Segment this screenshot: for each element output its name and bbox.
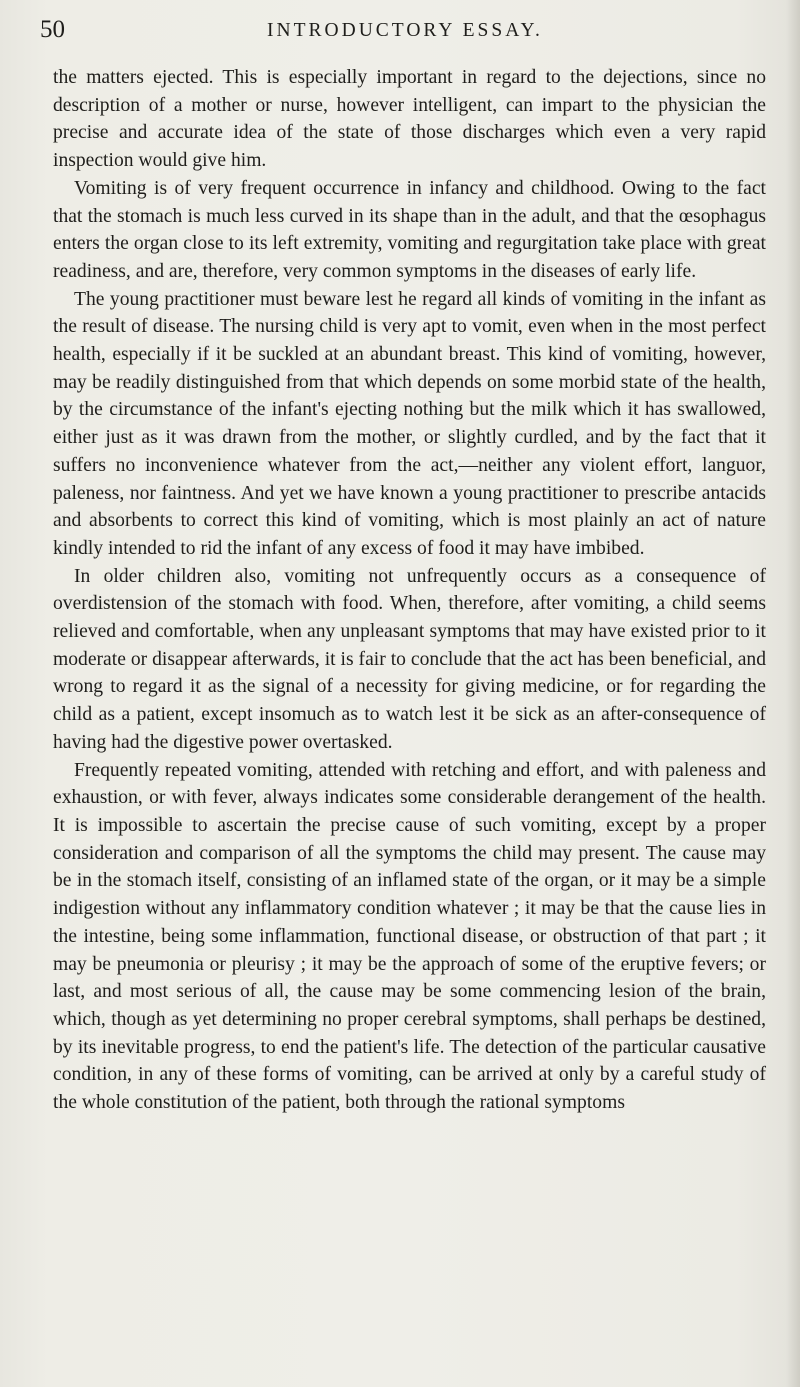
page-edge-shadow [786, 0, 800, 1387]
body-text [53, 64, 766, 1117]
paragraph-repeated-vomiting: Frequently repeated vomiting, attended with retching and effort, and with paleness and exhaustion, or with fever, always indicates some considerable derangement of the health. It is impossible to ascertain the precise cause of such vomiting, except by a proper consideration and comparison of all the symptoms the child may present. The cause may be in the stomach itself, consisting of an inflamed state of the organ, or it may be a simple indigestion without any inflammatory condition whatever ; it may be that the cause lies in the intestine, being some inflammation, functional disease, or obstruction of that part ; it may be pneumonia or pleurisy ; it may be the approach of some of the eruptive fevers; or last, and most serious of all, the cause may be some commencing lesion of the brain, which, though as yet determining no proper cerebral symptoms, shall perhaps be destined, by its inevitable progress, to end the patient's life. The detection of the particular causative condition, in any of these forms of vomiting, can be arrived at only by a careful study of the whole constitution of the patient, both through the rational symptoms [53, 759, 766, 1114]
paragraph-older-children: In older children also, vomiting not unfrequently occurs as a consequence of overdistension of the stomach with food. When, therefore, after vomiting, a child seems relieved and comfortable, when any unpleasant symptoms that may have existed prior to it moderate or disappear afterwards, it is fair to conclude that the act has been beneficial, and wrong to regard it as the signal of a necessity for giving medicine, or for regarding the child as a patient, except insomuch as to watch lest it be sick as an after-consequence of having had the digestive power overtasked. [53, 565, 766, 753]
page-number: 50 [40, 16, 65, 43]
paragraph-vomiting-frequency: Vomiting is of very frequent occurrence in infancy and childhood. Owing to the fact that the stomach is much less curved in its shape than in the adult, and that the œsophagus enters the organ close to its left extremity, vomiting and regurgitation take place with great readiness, and are, therefore, very common symptoms in the diseases of early life. [53, 177, 766, 282]
paragraph-dejections: the matters ejected. This is especially important in regard to the dejections, since no description of a mother or nurse, however intelligent, can impart to the physician the precise and accurate idea of the state of those discharges which even a very rapid inspection would give him. [53, 67, 766, 172]
page-header [0, 16, 800, 56]
paragraph-young-practitioner: The young practitioner must beware lest he regard all kinds of vomiting in the infant as the result of disease. The nursing child is very apt to vomit, even when in the most perfect health, especially if it be suckled at an abundant breast. This kind of vomiting, however, may be readily distinguished from that which depends on some morbid state of the health, by the circumstance of the infant's ejecting nothing but the milk which it has swallowed, either just as it was drawn from the mother, or slightly curdled, and by the fact that it suffers no inconvenience whatever from the act,—neither any violent effort, languor, paleness, nor faintness. And yet we have known a young practitioner to prescribe antacids and absorbents to correct this kind of vomiting, which is most plainly an act of nature kindly intended to rid the infant of any excess of food it may have imbibed. [53, 288, 766, 559]
running-head: INTRODUCTORY ESSAY. [267, 20, 543, 41]
